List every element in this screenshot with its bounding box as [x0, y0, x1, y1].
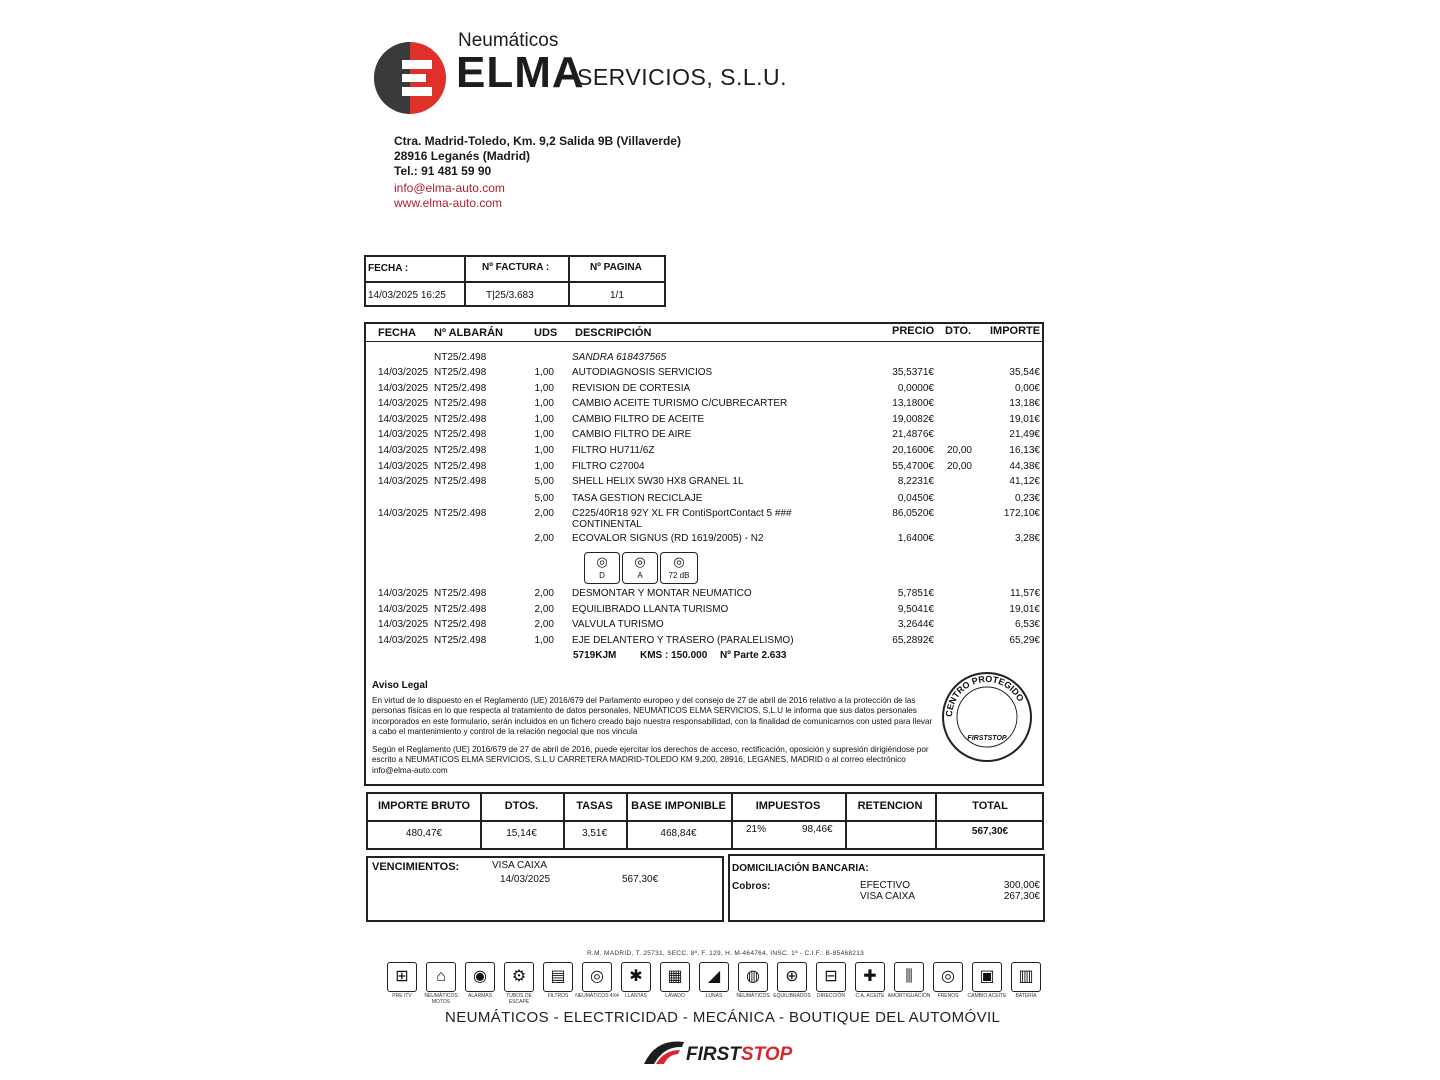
row-descripcion: CAMBIO FILTRO DE AIRE — [572, 429, 692, 440]
total-header-total: TOTAL — [972, 800, 1008, 812]
table-row — [0, 429, 1440, 444]
row-descripcion: TASA GESTION RECICLAJE — [572, 493, 703, 504]
total-bruto: 480,47€ — [405, 828, 443, 839]
row-importe: 11,57€ — [1010, 588, 1040, 599]
col-dto: DTO. — [945, 325, 972, 337]
eu-noise-level: 72 dB — [668, 571, 690, 580]
row-descripcion-2: CONTINENTAL — [572, 519, 642, 530]
row-descripcion: FILTRO HU711/6Z — [572, 445, 655, 456]
row-albaran: NT25/2.498 — [434, 588, 487, 599]
row-precio: 9,5041€ — [897, 604, 934, 615]
service-label: EQUILIBRADOS — [773, 993, 811, 999]
totals-box — [366, 792, 1044, 850]
row-descripcion: FILTRO C27004 — [572, 461, 645, 472]
row-precio: 1,6400€ — [897, 533, 934, 544]
service-icon: ⊞ — [387, 962, 417, 992]
invoice-date: 14/03/2025 16:25 — [368, 290, 446, 301]
tagline: NEUMÁTICOS - ELECTRICIDAD - MECÁNICA - BOUTIQUE DEL AUTOMÓVIL — [445, 1009, 1001, 1026]
row-importe: 0,00€ — [1014, 383, 1040, 394]
row-uds: 5,00 — [534, 476, 554, 487]
total-header-tasas: TASAS — [576, 800, 613, 812]
row-importe: 16,13€ — [1009, 445, 1040, 456]
address-line-1: Ctra. Madrid-Toledo, Km. 9,2 Salida 9B (Villaverde) — [394, 134, 681, 148]
service-icon: ◍ — [738, 962, 768, 992]
row-fecha: 14/03/2025 — [378, 619, 429, 630]
col-importe: IMPORTE — [990, 325, 1041, 337]
service-icon: ▣ — [972, 962, 1002, 992]
row-uds: 1,00 — [534, 635, 554, 646]
service-label: NEUMÁTICOS — [736, 993, 770, 999]
row-uds: 1,00 — [534, 398, 554, 409]
total-header-retencion: RETENCION — [857, 800, 923, 812]
total-header-base: BASE IMPONIBLE — [631, 800, 726, 812]
domiciliacion-box — [728, 854, 1045, 922]
table-row — [0, 635, 1440, 650]
service-icon: ⚙ — [504, 962, 534, 992]
web-link[interactable]: www.elma-auto.com — [394, 196, 503, 210]
svg-text:FIRSTSTOP: FIRSTSTOP — [967, 735, 1007, 742]
vehicle-parte: Nº Parte 2.633 — [720, 650, 787, 661]
eu-label-fuel — [584, 552, 620, 584]
service-icon: ▤ — [543, 962, 573, 992]
total-header-dtos: DTOS. — [504, 800, 539, 812]
row-precio: 3,2644€ — [897, 619, 934, 630]
row-precio: 65,2892€ — [892, 635, 934, 646]
service-icon: ◎ — [933, 962, 963, 992]
vencimiento-date: 14/03/2025 — [500, 874, 551, 885]
row-precio: 0,0000€ — [897, 383, 934, 394]
row-descripcion: AUTODIAGNOSIS SERVICIOS — [572, 367, 713, 378]
iva-percent: 21% — [746, 824, 767, 835]
legal-paragraph-1: En virtud de lo dispuesto en el Reglamento (UE) 2016/679 del Parlamento europeo y del consejo de 27 de abril de 2016 relativo a la protección de las personas físicas en lo que respecta al tratamiento de datos personales, NEUMATICOS ELMA SERVICIOS, S.L.U le informa que sus datos personales incorporados en este formulario, serán incluidos en un fichero creado bajo nuestra responsabilidad, con la finalidad de comunicarnos con usted para llevar a cabo el mantenimiento y control de la relación negocial que nos vincula — [372, 696, 933, 736]
pagina-label: Nº PAGINA — [590, 262, 642, 273]
invoice-header-box — [364, 255, 666, 307]
row-importe: 21,49€ — [1009, 429, 1040, 440]
table-row — [0, 493, 1440, 508]
service-label: LLANTAS — [625, 993, 647, 999]
service-label: LUNAS — [705, 993, 723, 999]
service-label: FRENOS — [937, 993, 959, 999]
vehicle-kms: KMS : 150.000 — [640, 650, 708, 661]
row-descripcion: EJE DELANTERO Y TRASERO (PARALELISMO) — [572, 635, 794, 646]
service-icon: ◢ — [699, 962, 729, 992]
row-fecha: 14/03/2025 — [378, 461, 429, 472]
row-descripcion: ECOVALOR SIGNUS (RD 1619/2005) - N2 — [572, 533, 764, 544]
table-row — [0, 367, 1440, 382]
row-descripcion: C225/40R18 92Y XL FR ContiSportContact 5 ### — [572, 508, 792, 519]
row-fecha: 14/03/2025 — [378, 604, 429, 615]
total-header-impuestos: IMPUESTOS — [755, 800, 821, 812]
elma-logo-icon — [372, 40, 448, 116]
row-descripcion: CAMBIO FILTRO DE ACEITE — [572, 414, 705, 425]
eu-wet-grade: A — [637, 571, 643, 580]
col-precio: PRECIO — [892, 325, 935, 337]
row-importe: 172,10€ — [1003, 508, 1040, 519]
col-albaran: Nº ALBARÁN — [434, 327, 503, 339]
row-precio: 0,0450€ — [897, 493, 934, 504]
table-row — [0, 398, 1440, 413]
row-dto: 20,00 — [946, 461, 972, 472]
service-icon: ✚ — [855, 962, 885, 992]
factura-label: Nº FACTURA : — [482, 262, 550, 273]
row-precio: 55,4700€ — [892, 461, 934, 472]
service-icon: ▥ — [1011, 962, 1041, 992]
row-uds: 5,00 — [534, 493, 554, 504]
row-fecha: 14/03/2025 — [378, 508, 429, 519]
domiciliacion-label: DOMICILIACIÓN BANCARIA: — [732, 863, 869, 874]
row-importe: 0,23€ — [1014, 493, 1040, 504]
row-uds: 2,00 — [534, 604, 554, 615]
table-row — [0, 352, 1440, 367]
vehicle-plate: 5719KJM — [573, 650, 617, 661]
row-fecha: 14/03/2025 — [378, 588, 429, 599]
row-albaran: NT25/2.498 — [434, 367, 487, 378]
row-albaran: NT25/2.498 — [434, 508, 487, 519]
address-line-2: 28916 Leganés (Madrid) — [394, 149, 531, 163]
row-precio: 21,4876€ — [892, 429, 934, 440]
row-fecha: 14/03/2025 — [378, 476, 429, 487]
service-label: AMORTIGUACIÓN — [887, 993, 931, 999]
service-label: LAVADO — [665, 993, 685, 999]
row-precio: 35,5371€ — [892, 367, 934, 378]
table-header-divider — [364, 341, 1042, 342]
row-albaran: NT25/2.498 — [434, 445, 487, 456]
row-uds: 1,00 — [534, 367, 554, 378]
service-icon: ⊟ — [816, 962, 846, 992]
service-icon: ⫼ — [894, 962, 924, 992]
row-albaran: NT25/2.498 — [434, 352, 487, 363]
col-fecha: FECHA — [378, 327, 416, 339]
firststop-logo: FIRSTSTOP — [686, 1044, 793, 1065]
row-importe: 65,29€ — [1009, 635, 1040, 646]
service-label: DIRECCIÓN — [816, 993, 846, 999]
table-row — [0, 476, 1440, 491]
registry-text: R.M. MADRID, T. 25731, SECC. 8ª, F. 129, H. M-464764, INSC. 1ª - C.I.F.: B-85468213 — [587, 950, 865, 957]
row-fecha: 14/03/2025 — [378, 635, 429, 646]
row-uds: 2,00 — [534, 508, 554, 519]
table-row — [0, 383, 1440, 398]
row-precio: 19,0082€ — [892, 414, 934, 425]
legal-paragraph-2: Según el Reglamento (UE) 2016/679 de 27 de abril de 2016, puede ejercitar los derechos de acceso, rectificación, oposición y supresión dirigiéndose por escrito a NEUMATICOS ELMA SERVICIOS, S.L.U CARRETERA MADRID-TOLEDO KM 9,200, 28916, LEGANES, MADRID o al correo electrónico info@elma-auto.com — [372, 745, 929, 775]
service-label: CAMBIO ACEITE — [967, 993, 1007, 999]
table-row — [0, 619, 1440, 634]
page-number: 1/1 — [610, 290, 624, 301]
wet-grip-icon: ◎ — [634, 554, 646, 569]
svg-text:CENTRO PROTEGIDO: CENTRO PROTEGIDO — [943, 673, 1026, 718]
cobro-amount-1: 300,00€ — [1003, 880, 1040, 891]
row-descripcion: CAMBIO ACEITE TURISMO C/CUBRECARTER — [572, 398, 788, 409]
service-label: PRE ITV — [392, 993, 412, 999]
vencimientos-box — [366, 856, 724, 922]
service-icon: ⌂ — [426, 962, 456, 992]
row-uds: 2,00 — [534, 619, 554, 630]
service-icon: ⊕ — [777, 962, 807, 992]
row-uds: 2,00 — [534, 533, 554, 544]
brand-small: Neumáticos — [458, 30, 559, 51]
table-row — [0, 445, 1440, 460]
table-row — [0, 508, 1440, 530]
row-importe: 19,01€ — [1009, 414, 1040, 425]
service-label: BATERÍA — [1015, 993, 1037, 999]
row-precio: 20,1600€ — [892, 445, 934, 456]
table-row — [0, 461, 1440, 476]
eu-label-wet — [622, 552, 658, 584]
service-icon: ▦ — [660, 962, 690, 992]
row-albaran: NT25/2.498 — [434, 619, 487, 630]
service-icon: ◉ — [465, 962, 495, 992]
row-uds: 1,00 — [534, 461, 554, 472]
row-fecha: 14/03/2025 — [378, 367, 429, 378]
row-descripcion: SANDRA 618437565 — [572, 352, 667, 363]
row-albaran: NT25/2.498 — [434, 476, 487, 487]
grand-total: 567,30€ — [971, 826, 1009, 837]
service-label: C.A. ACEITE — [855, 993, 885, 999]
col-uds: UDS — [534, 327, 558, 339]
service-label: NEUMÁTICOS MOTOS — [424, 993, 458, 1005]
cobro-method-2: VISA CAIXA — [860, 891, 916, 902]
row-albaran: NT25/2.498 — [434, 635, 487, 646]
phone: Tel.: 91 481 59 90 — [394, 164, 492, 178]
service-icon: ✱ — [621, 962, 651, 992]
service-label: FILTROS — [547, 993, 569, 999]
row-importe: 35,54€ — [1009, 367, 1040, 378]
row-fecha: 14/03/2025 — [378, 445, 429, 456]
total-dtos: 15,14€ — [506, 828, 537, 839]
legal-title: Aviso Legal — [372, 680, 428, 691]
table-row — [0, 414, 1440, 429]
vencimiento-method: VISA CAIXA — [492, 860, 548, 871]
total-tasas: 3,51€ — [581, 828, 608, 839]
row-precio: 86,0520€ — [892, 508, 934, 519]
cobros-label: Cobros: — [732, 881, 771, 892]
row-uds: 1,00 — [534, 383, 554, 394]
row-importe: 19,01€ — [1009, 604, 1040, 615]
email-link[interactable]: info@elma-auto.com — [394, 181, 505, 195]
table-row — [0, 588, 1440, 603]
row-albaran: NT25/2.498 — [434, 604, 487, 615]
firststop-swoosh-icon — [642, 1038, 686, 1066]
row-descripcion: VALVULA TURISMO — [572, 619, 664, 630]
eu-fuel-grade: D — [599, 571, 605, 580]
row-descripcion: EQUILIBRADO LLANTA TURISMO — [572, 604, 729, 615]
row-importe: 44,38€ — [1009, 461, 1040, 472]
cobro-method-1: EFECTIVO — [860, 880, 911, 891]
row-albaran: NT25/2.498 — [434, 383, 487, 394]
row-descripcion: SHELL HELIX 5W30 HX8 GRANEL 1L — [572, 476, 744, 487]
col-descripcion: DESCRIPCIÓN — [575, 327, 652, 339]
fecha-label: FECHA : — [368, 263, 409, 274]
row-dto: 20,00 — [946, 445, 972, 456]
row-fecha: 14/03/2025 — [378, 429, 429, 440]
centro-protegido-stamp-icon — [940, 670, 1034, 764]
service-icon: ◎ — [582, 962, 612, 992]
table-row — [0, 604, 1440, 619]
row-precio: 13,1800€ — [892, 398, 934, 409]
row-albaran: NT25/2.498 — [434, 414, 487, 425]
row-importe: 3,28€ — [1014, 533, 1040, 544]
service-label: NEUMÁTICOS 4X4 — [575, 993, 619, 999]
row-importe: 13,18€ — [1009, 398, 1040, 409]
row-albaran: NT25/2.498 — [434, 398, 487, 409]
row-albaran: NT25/2.498 — [434, 429, 487, 440]
row-uds: 2,00 — [534, 588, 554, 599]
total-base: 468,84€ — [660, 828, 697, 839]
service-label: ALARMAS — [468, 993, 492, 999]
service-label: TUBOS DE ESCAPE — [506, 993, 532, 1005]
row-uds: 1,00 — [534, 429, 554, 440]
table-row — [0, 533, 1440, 548]
row-precio: 8,2231€ — [897, 476, 934, 487]
vencimiento-amount: 567,30€ — [622, 874, 659, 885]
row-fecha: 14/03/2025 — [378, 414, 429, 425]
noise-icon: ◎ — [673, 554, 685, 569]
row-albaran: NT25/2.498 — [434, 461, 487, 472]
row-descripcion: REVISION DE CORTESIA — [572, 383, 691, 394]
fuel-icon: ◎ — [596, 554, 608, 569]
row-fecha: 14/03/2025 — [378, 398, 429, 409]
iva-amount: 98,46€ — [802, 824, 833, 835]
eu-label-noise — [660, 552, 698, 584]
cobro-amount-2: 267,30€ — [1003, 891, 1040, 902]
vencimientos-label: VENCIMIENTOS: — [372, 861, 460, 873]
invoice-number: T|25/3.683 — [486, 290, 534, 301]
brand-subtitle: SERVICIOS, S.L.U. — [577, 64, 788, 90]
row-precio: 5,7851€ — [897, 588, 934, 599]
brand-name: ELMA — [456, 48, 585, 97]
row-importe: 6,53€ — [1014, 619, 1040, 630]
row-uds: 1,00 — [534, 414, 554, 425]
row-descripcion: DESMONTAR Y MONTAR NEUMATICO — [572, 588, 752, 599]
row-importe: 41,12€ — [1009, 476, 1040, 487]
row-fecha: 14/03/2025 — [378, 383, 429, 394]
row-uds: 1,00 — [534, 445, 554, 456]
total-header-bruto: IMPORTE BRUTO — [377, 800, 471, 812]
